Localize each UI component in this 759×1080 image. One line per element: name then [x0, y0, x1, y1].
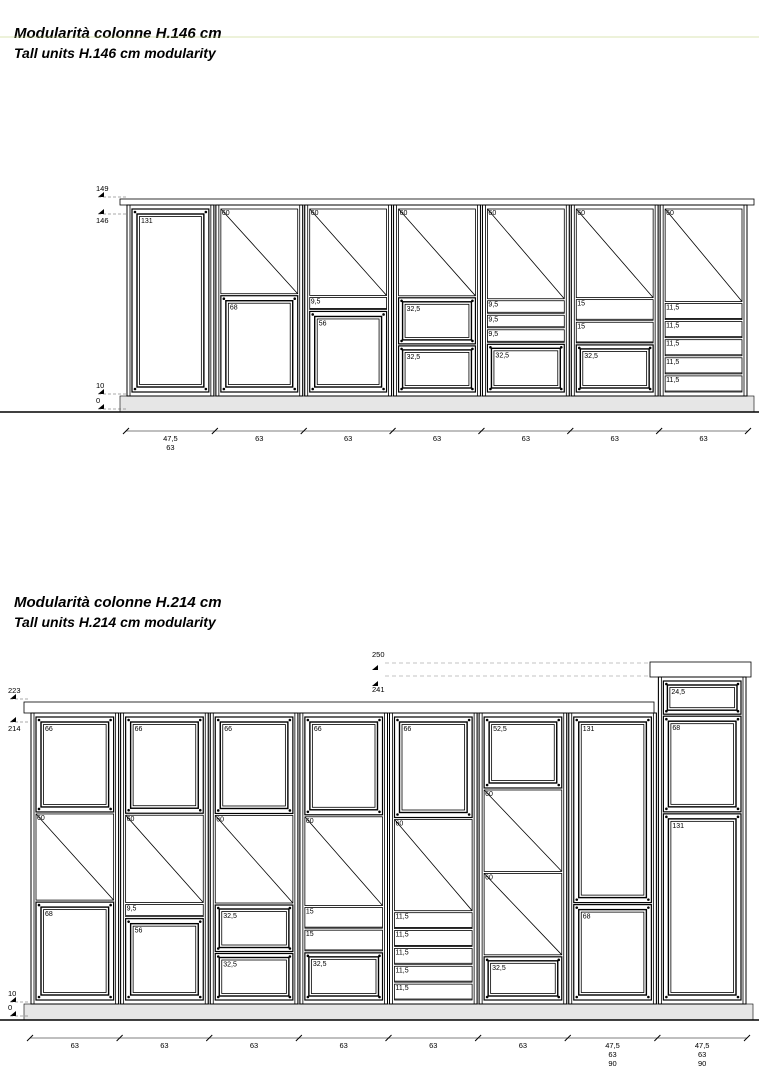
panel-screw: [378, 810, 381, 813]
panel-height-label: 32,5: [223, 961, 237, 969]
panel-screw: [134, 211, 137, 214]
panel-screw: [289, 719, 292, 722]
panel-screw: [38, 996, 41, 999]
compartment-height-label: 60: [395, 820, 404, 828]
height-value-label: 10: [8, 989, 17, 998]
height-value-label: 223: [8, 686, 21, 695]
panel-screw: [205, 211, 208, 214]
door-panel-inner: [671, 724, 734, 805]
unit-frame: [390, 713, 478, 1004]
compartment-height-label: 11,5: [395, 913, 409, 921]
compartment-height-label: 11,5: [395, 949, 409, 957]
compartment-height-label: 9,5: [488, 301, 499, 309]
door-panel-inner: [671, 821, 734, 992]
unit-width-label: 63: [608, 1050, 617, 1059]
panel-screw: [468, 719, 471, 722]
door-panel-inner: [44, 910, 107, 993]
panel-screw: [396, 719, 399, 722]
compartment-height-label: 11,5: [395, 967, 409, 975]
height-value-label: 146: [96, 216, 109, 225]
door-panel-inner: [317, 319, 379, 385]
panel-height-label: 56: [134, 927, 143, 935]
panel-height-label: 66: [45, 726, 53, 733]
compartment-height-label: 11,5: [666, 304, 680, 312]
compartment-height-label: 60: [485, 874, 493, 882]
door-panel-frame: [41, 907, 109, 995]
drawer-front: [663, 681, 741, 714]
height-marker: [98, 209, 104, 214]
drawer-front: [215, 905, 293, 951]
panel-screw: [38, 904, 41, 907]
panel-height-label: 66: [403, 726, 412, 733]
crown-top: [24, 702, 654, 713]
compartment-height-label: 11,5: [666, 340, 680, 348]
panel-screw: [289, 907, 292, 910]
diagonal-line: [126, 815, 204, 902]
shelf-compartment: [576, 322, 653, 343]
panel-height-label: 68: [45, 911, 53, 919]
shelf-compartment: [305, 908, 383, 929]
panel-screw: [737, 996, 740, 999]
compartment-height-label: 60: [216, 816, 225, 824]
panel-screw: [199, 996, 202, 999]
compartment-height-label: 11,5: [666, 376, 680, 384]
panel-screw: [199, 920, 202, 923]
compartment-height-label: 60: [666, 210, 674, 217]
unit-width-label: 63: [160, 1041, 169, 1050]
panel-screw: [382, 313, 385, 316]
panel-screw: [311, 313, 314, 316]
door-panel-inner: [223, 725, 286, 806]
panel-screw: [217, 996, 220, 999]
panel-height-label: 68: [582, 913, 591, 921]
panel-height-label: 32,5: [406, 353, 421, 361]
panel-screw: [665, 710, 668, 713]
panel-height-label: 131: [672, 822, 685, 830]
compartment-height-label: 9,5: [488, 330, 499, 338]
panel-screw: [199, 809, 202, 812]
panel-screw: [127, 996, 130, 999]
panel-screw: [127, 809, 130, 812]
panel-screw: [307, 719, 310, 722]
panel-screw: [560, 346, 563, 349]
height-value-label: 10: [96, 381, 105, 390]
panel-screw: [127, 920, 130, 923]
panel-screw: [489, 346, 492, 349]
panel-screw: [737, 816, 740, 819]
unit-width-label: 63: [699, 434, 708, 443]
door-panel-frame: [579, 910, 647, 995]
shelf-compartment: [126, 905, 204, 917]
door-panel: [132, 209, 209, 392]
diagonal-line: [576, 209, 653, 298]
shelf-compartment: [305, 930, 383, 951]
panel-screw: [223, 388, 226, 391]
drawer-front: [399, 298, 476, 344]
compartment-height-label: 60: [577, 210, 586, 217]
height-marker: [372, 665, 378, 670]
crown-top: [120, 199, 754, 205]
panel-screw: [378, 719, 381, 722]
diagonal-line: [484, 873, 562, 954]
unit-width-label: 63: [343, 434, 353, 443]
panel-screw: [38, 808, 41, 811]
panel-screw: [578, 388, 581, 391]
shelf-compartment: [487, 330, 564, 343]
panel-screw: [223, 297, 226, 300]
panel-screw: [217, 719, 220, 722]
panel-screw: [557, 784, 560, 787]
panel-screw: [471, 388, 474, 391]
compartment-height-label: 11,5: [395, 931, 409, 939]
compartment-height-label: 11,5: [666, 322, 680, 330]
panel-screw: [737, 683, 740, 686]
height-value-label: 214: [8, 724, 21, 733]
door-panel-frame: [131, 722, 199, 808]
upper-crown-top: [650, 662, 751, 677]
door-panel-frame: [400, 722, 468, 813]
door-panel-frame: [220, 722, 288, 808]
panel-screw: [489, 388, 492, 391]
height-value-label: 149: [96, 184, 109, 193]
panel-screw: [289, 809, 292, 812]
panel-screw: [307, 955, 310, 958]
panel-screw: [205, 388, 208, 391]
unit-width-label: 63: [339, 1041, 348, 1050]
panel-screw: [289, 955, 292, 958]
panel-screw: [557, 719, 560, 722]
section1-title-it: Modularità colonne H.146 cm: [14, 25, 222, 42]
compartment-height-label: 60: [126, 816, 135, 824]
panel-height-label: 32,5: [406, 305, 421, 313]
panel-screw: [665, 996, 668, 999]
height-value-label: 241: [372, 685, 385, 694]
diagonal-line: [395, 820, 473, 911]
shelf-compartment: [487, 301, 564, 314]
plinth-base: [120, 396, 754, 412]
compartment-height-label: 9,5: [310, 298, 321, 306]
height-marker: [10, 717, 16, 722]
panel-screw: [289, 996, 292, 999]
compartment-height-label: 11,5: [395, 985, 409, 993]
panel-screw: [486, 959, 489, 962]
diagonal-line: [221, 209, 298, 294]
door-panel-frame: [226, 301, 293, 387]
panel-screw: [400, 388, 403, 391]
compartment-height-label: 15: [305, 931, 314, 939]
panel-screw: [647, 719, 650, 722]
unit-frame: [31, 713, 119, 1004]
section2-title-it: Modularità colonne H.214 cm: [14, 594, 222, 611]
panel-height-label: 66: [224, 726, 233, 733]
panel-screw: [575, 996, 578, 999]
panel-screw: [471, 340, 474, 343]
unit-width-label: 63: [521, 434, 531, 443]
door-panel-frame: [137, 214, 204, 387]
unit-frame: [660, 205, 747, 396]
panel-screw: [486, 784, 489, 787]
unit-width-label: 63: [610, 434, 619, 443]
panel-screw: [578, 347, 581, 350]
panel-screw: [665, 808, 668, 811]
panel-screw: [217, 947, 220, 950]
compartment-height-label: 9,5: [126, 905, 137, 913]
panel-screw: [293, 388, 296, 391]
panel-screw: [109, 904, 112, 907]
panel-screw: [400, 348, 403, 351]
unit-width-label: 90: [698, 1059, 707, 1068]
panel-screw: [109, 996, 112, 999]
unit-width-label: 63: [429, 1041, 438, 1050]
panel-screw: [647, 898, 650, 901]
compartment-height-label: 60: [37, 814, 45, 822]
panel-screw: [557, 959, 560, 962]
diagonal-line: [305, 817, 383, 906]
door-panel-frame: [310, 722, 378, 810]
panel-screw: [289, 947, 292, 950]
panel-screw: [378, 955, 381, 958]
height-value-label: 0: [8, 1003, 13, 1012]
unit-width-label: 63: [70, 1041, 79, 1050]
diagonal-line: [310, 209, 387, 295]
height-value-label: 250: [372, 650, 385, 659]
unit-width-label: 47,5: [694, 1041, 710, 1050]
unit-width-label: 63: [432, 434, 442, 443]
panel-screw: [199, 719, 202, 722]
unit-frame: [127, 205, 214, 396]
panel-screw: [647, 996, 650, 999]
shelf-compartment: [487, 315, 564, 328]
panel-screw: [38, 719, 41, 722]
door-panel: [663, 814, 741, 1000]
panel-screw: [737, 718, 740, 721]
unit-width-label: 47,5: [605, 1041, 620, 1050]
panel-screw: [307, 810, 310, 813]
panel-height-label: 24,5: [671, 689, 685, 696]
panel-screw: [127, 719, 130, 722]
panel-screw: [293, 297, 296, 300]
diagonal-line: [36, 814, 114, 900]
panel-screw: [575, 906, 578, 909]
panel-screw: [575, 719, 578, 722]
panel-screw: [400, 340, 403, 343]
panel-height-label: 32,5: [584, 352, 598, 360]
unit-width-label: 63: [249, 1041, 259, 1050]
panel-screw: [382, 388, 385, 391]
panel-height-label: 32,5: [223, 913, 237, 921]
panel-height-label: 66: [134, 726, 143, 733]
panel-height-label: 32,5: [312, 960, 327, 968]
panel-screw: [647, 906, 650, 909]
panel-screw: [468, 813, 471, 816]
panel-height-label: 131: [582, 726, 595, 733]
compartment-height-label: 60: [305, 817, 314, 825]
panel-screw: [486, 719, 489, 722]
compartment-height-label: 60: [399, 210, 408, 217]
height-value-label: 0: [96, 396, 101, 405]
unit-width-label: 63: [518, 1041, 528, 1050]
door-panel-inner: [44, 725, 107, 805]
compartment-height-label: 15: [577, 323, 586, 331]
door-panel-inner: [140, 217, 202, 385]
unit-width-label: 47,5: [163, 434, 178, 443]
drawer-front: [399, 346, 476, 392]
panel-screw: [217, 955, 220, 958]
door-panel: [574, 717, 652, 903]
compartment-height-label: 60: [221, 210, 230, 217]
drawer-front: [215, 954, 293, 1000]
panel-screw: [217, 809, 220, 812]
panel-height-label: 68: [229, 304, 238, 312]
panel-height-label: 32,5: [495, 352, 510, 360]
unit-width-label: 90: [608, 1059, 617, 1068]
panel-screw: [737, 710, 740, 713]
panel-height-label: 68: [672, 725, 681, 733]
panel-screw: [217, 907, 220, 910]
panel-screw: [560, 388, 563, 391]
door-panel-inner: [228, 303, 290, 384]
plinth-base: [24, 1004, 753, 1020]
compartment-height-label: 15: [305, 908, 314, 916]
door-panel-inner: [133, 926, 196, 992]
compartment-height-label: 9,5: [488, 316, 499, 324]
unit-frame: [394, 205, 481, 396]
section2-title-en: Tall units H.214 cm modularity: [14, 614, 216, 630]
panel-screw: [557, 996, 560, 999]
panel-screw: [400, 300, 403, 303]
panel-screw: [311, 388, 314, 391]
compartment-height-label: 60: [485, 790, 493, 798]
door-panel-frame: [668, 819, 736, 995]
panel-screw: [471, 348, 474, 351]
unit-frame: [569, 713, 657, 1004]
diagonal-line: [215, 815, 293, 903]
door-panel-inner: [133, 725, 196, 806]
door-panel-frame: [668, 721, 736, 807]
panel-screw: [134, 388, 137, 391]
compartment-height-label: 60: [310, 210, 319, 217]
panel-screw: [378, 996, 381, 999]
shelf-compartment: [576, 300, 653, 321]
compartment-height-label: 11,5: [666, 358, 680, 366]
diagonal-line: [487, 209, 564, 299]
door-panel-frame: [579, 722, 647, 898]
panel-screw: [575, 898, 578, 901]
diagonal-line: [399, 209, 476, 296]
shelf-compartment: [310, 297, 387, 309]
panel-screw: [665, 683, 668, 686]
compartment-height-label: 15: [577, 300, 586, 308]
diagonal-line: [665, 209, 742, 301]
panel-screw: [649, 347, 652, 350]
section1-title-en: Tall units H.146 cm modularity: [14, 45, 216, 61]
panel-screw: [396, 813, 399, 816]
panel-screw: [307, 996, 310, 999]
panel-screw: [109, 808, 112, 811]
unit-width-label: 63: [698, 1050, 707, 1059]
panel-height-label: 131: [141, 218, 153, 225]
door-panel-inner: [581, 725, 644, 896]
diagonal-line: [484, 790, 562, 871]
door-panel-inner: [581, 912, 644, 992]
panel-height-label: 32,5: [492, 964, 506, 972]
compartment-height-label: 60: [488, 210, 497, 217]
panel-height-label: 56: [318, 320, 327, 328]
door-panel-frame: [41, 722, 109, 807]
panel-screw: [486, 996, 489, 999]
panel-screw: [471, 300, 474, 303]
panel-height-label: 66: [313, 726, 322, 733]
panel-screw: [737, 808, 740, 811]
panel-height-label: 52,5: [493, 726, 507, 733]
door-panel-inner: [402, 725, 465, 811]
unit-width-label: 63: [255, 434, 264, 443]
panel-screw: [665, 816, 668, 819]
panel-screw: [649, 388, 652, 391]
panel-screw: [665, 718, 668, 721]
door-panel-inner: [312, 725, 375, 808]
panel-screw: [109, 719, 112, 722]
unit-width-label: 63: [166, 443, 175, 452]
